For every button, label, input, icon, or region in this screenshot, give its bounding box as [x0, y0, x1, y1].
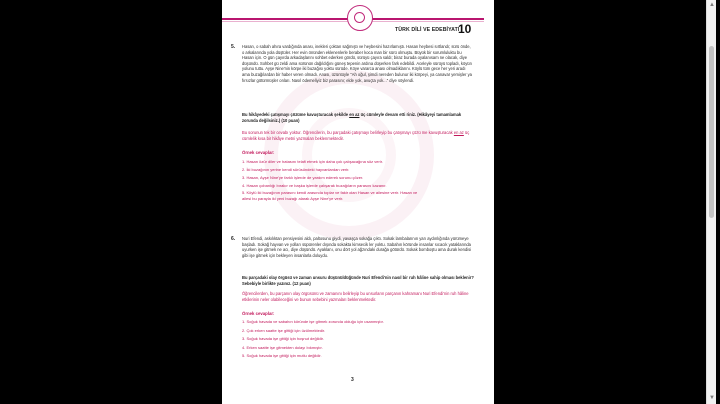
answer-item: 1. Soğuk havada ve sabahın köründe işe gitmek zorunda olduğu için usanmıştır. — [242, 319, 384, 324]
watermark-logo — [264, 70, 434, 240]
answer-item: 3. Hasan, Ayşe Nine'ye farklı işlerde de yardım ederek sorunu çözer. — [242, 175, 364, 181]
subject-title: TÜRK DİLİ VE EDEBİYATI — [395, 27, 460, 33]
question-6-passage: Nuri Efendi, askılıktan pensiyesini aldı, paltosunu giydi, yavaşça sokağa çıktı. Sokak lambalarının yarı aydınlığında yürümeye başladı. Sokağ hayvan ve yolları süpürenler dışında sokakta kimsecik ler yoktu. Sabahın köründe insanlar sıcacık yataklarında uyurken işe gitmek ne acı, diye düşündü. Ayaklanı, onu dört yol ağzındaki durağa götürdü. Sokak bomboştu ama durak kendisi gibi işe gitmek için bekleyen insanlarla doluydu. — [242, 236, 472, 258]
question-5-answer-list — [242, 158, 417, 202]
answer-item: ailesi bu parayla iki yeni buzağı alarak Ayşe Nine'ye verir. — [242, 196, 344, 202]
answer-item: 5. Soğuk havada işe gittiği için mutlu değildir. — [242, 353, 322, 359]
answer-item: 5. Köylü iki buzağının parasını kendi arasında toplar ve fakir olan Hasan ve ailesine verir. Hasan ve — [242, 190, 418, 196]
question-5-teacher-note: Bu sorunun tek bir cevabı yoktur. Öğrencilerin, bu parçadaki çatışmayı belirleyip bu çatışmayı çözü me kavuşturacak en az üç cümlelik kısa bir hikâye metni yazmaları beklenmektedir. — [242, 130, 470, 141]
question-6-prompt: Bu parçadaki olay örgüsü ve zaman unsuru düşünüldüğünde Nuri Efendi'nin nasıl bir ruh hâline sahip olması beklenir? Sebebiyle birlikte yazınız. (12 puan) — [242, 275, 474, 286]
answer-item: 1. Hasan özür diler ve hatasını telafi etmek için daha çok çalışacağına söz verir. — [242, 159, 383, 164]
answer-item: 3. Soğuk havada işe gittiği için hoşnut değildir. — [242, 336, 324, 342]
question-5-examples-label: Örnek cevaplar: — [242, 150, 275, 155]
document-page — [222, 0, 715, 404]
question-6-number: 6. — [231, 236, 236, 242]
grade-number: 10 — [458, 22, 472, 36]
question-6-examples-label: Örnek cevaplar: — [242, 311, 275, 316]
scrollbar-thumb[interactable] — [709, 46, 714, 218]
ministry-emblem-icon — [347, 5, 373, 31]
vertical-scrollbar[interactable] — [706, 0, 716, 404]
question-5-number: 5. — [231, 44, 236, 50]
question-6-answer-list — [242, 318, 384, 361]
answer-item: 4. Hasan çobanlığı bırakır ve başka işlerde çalışarak buzağıların parasını kazanır. — [242, 183, 387, 189]
answer-item: 2. İki buzağının yerine kendi sürüsündeki hayvanlardan verir. — [242, 167, 350, 173]
scroll-down-arrow-icon[interactable]: ▼ — [709, 395, 715, 401]
question-6-teacher-note: Öğrencilerden, bu parçanın olay örgüsünü ve zamanını belirleyip bu unsurların parçanın kahramanı Nuri Efendi'nin ruh hâline etkilerinin neler olabileceğini ve bunun sebebini yazmaları beklenmektedir. — [242, 291, 469, 302]
question-5-prompt: Bu hikâyedeki çatışmayı çözüme kavuşturacak şekilde en az üç cümleyle devam etti riniz. (Hikâyeyi tamamlamak zorunda değilsiniz.) (10 puan) — [242, 112, 462, 123]
scroll-up-arrow-icon[interactable]: ▲ — [709, 2, 715, 8]
answer-item: 2. Çok erken saatte işe gittiği için üzülmektedir. — [242, 327, 326, 333]
page-number: 3 — [351, 377, 354, 383]
question-5-passage: Hasan, o sabah ahıra vardığında anası, inekleri çoktan sağmıştı ve heybesini hazırlamıştı. Hasan heybesi sırtlandı; sürü önde, o arkalarında yola düştüler. Her evin önünden eklenenlerle beraber koca man bir sürü olmuştu. Büyük bir sorumluluktu bu Hasan için. O gün çayırda arkadaşlarını sohbet ederken gördü, sürüyü çayıra saldı; biraz burada oyalanısam ne olacak, diye düşündü. Sohbet gü zeldi ama sürünün dağıldığını güneş tepenin ardına düşerken fark edebildi. Aceleyle sürüyü topladı, köyün yolunu tuttu. Ayşe Nine'nin körpe iki buzağısı yoktu sürüde. Köye vararca anası olmadıklarını. Köylü tüm gece her yeri aradı ama buzağılardan bir haber veren olmadı. Anası, üzüntüyle "Ah oğul, şimdi nereden bulunur iki körpeyi, ya canavar yemişler ya fırsızlar götürmüşler onları. Nasıl ödemeliyiz biz parasını; elde yok, avuçta yok..." diye söylendi. — [242, 44, 472, 83]
answer-item: 4. Erken saatte işe gitmekten dolayı bıkmıştır. — [242, 344, 323, 350]
